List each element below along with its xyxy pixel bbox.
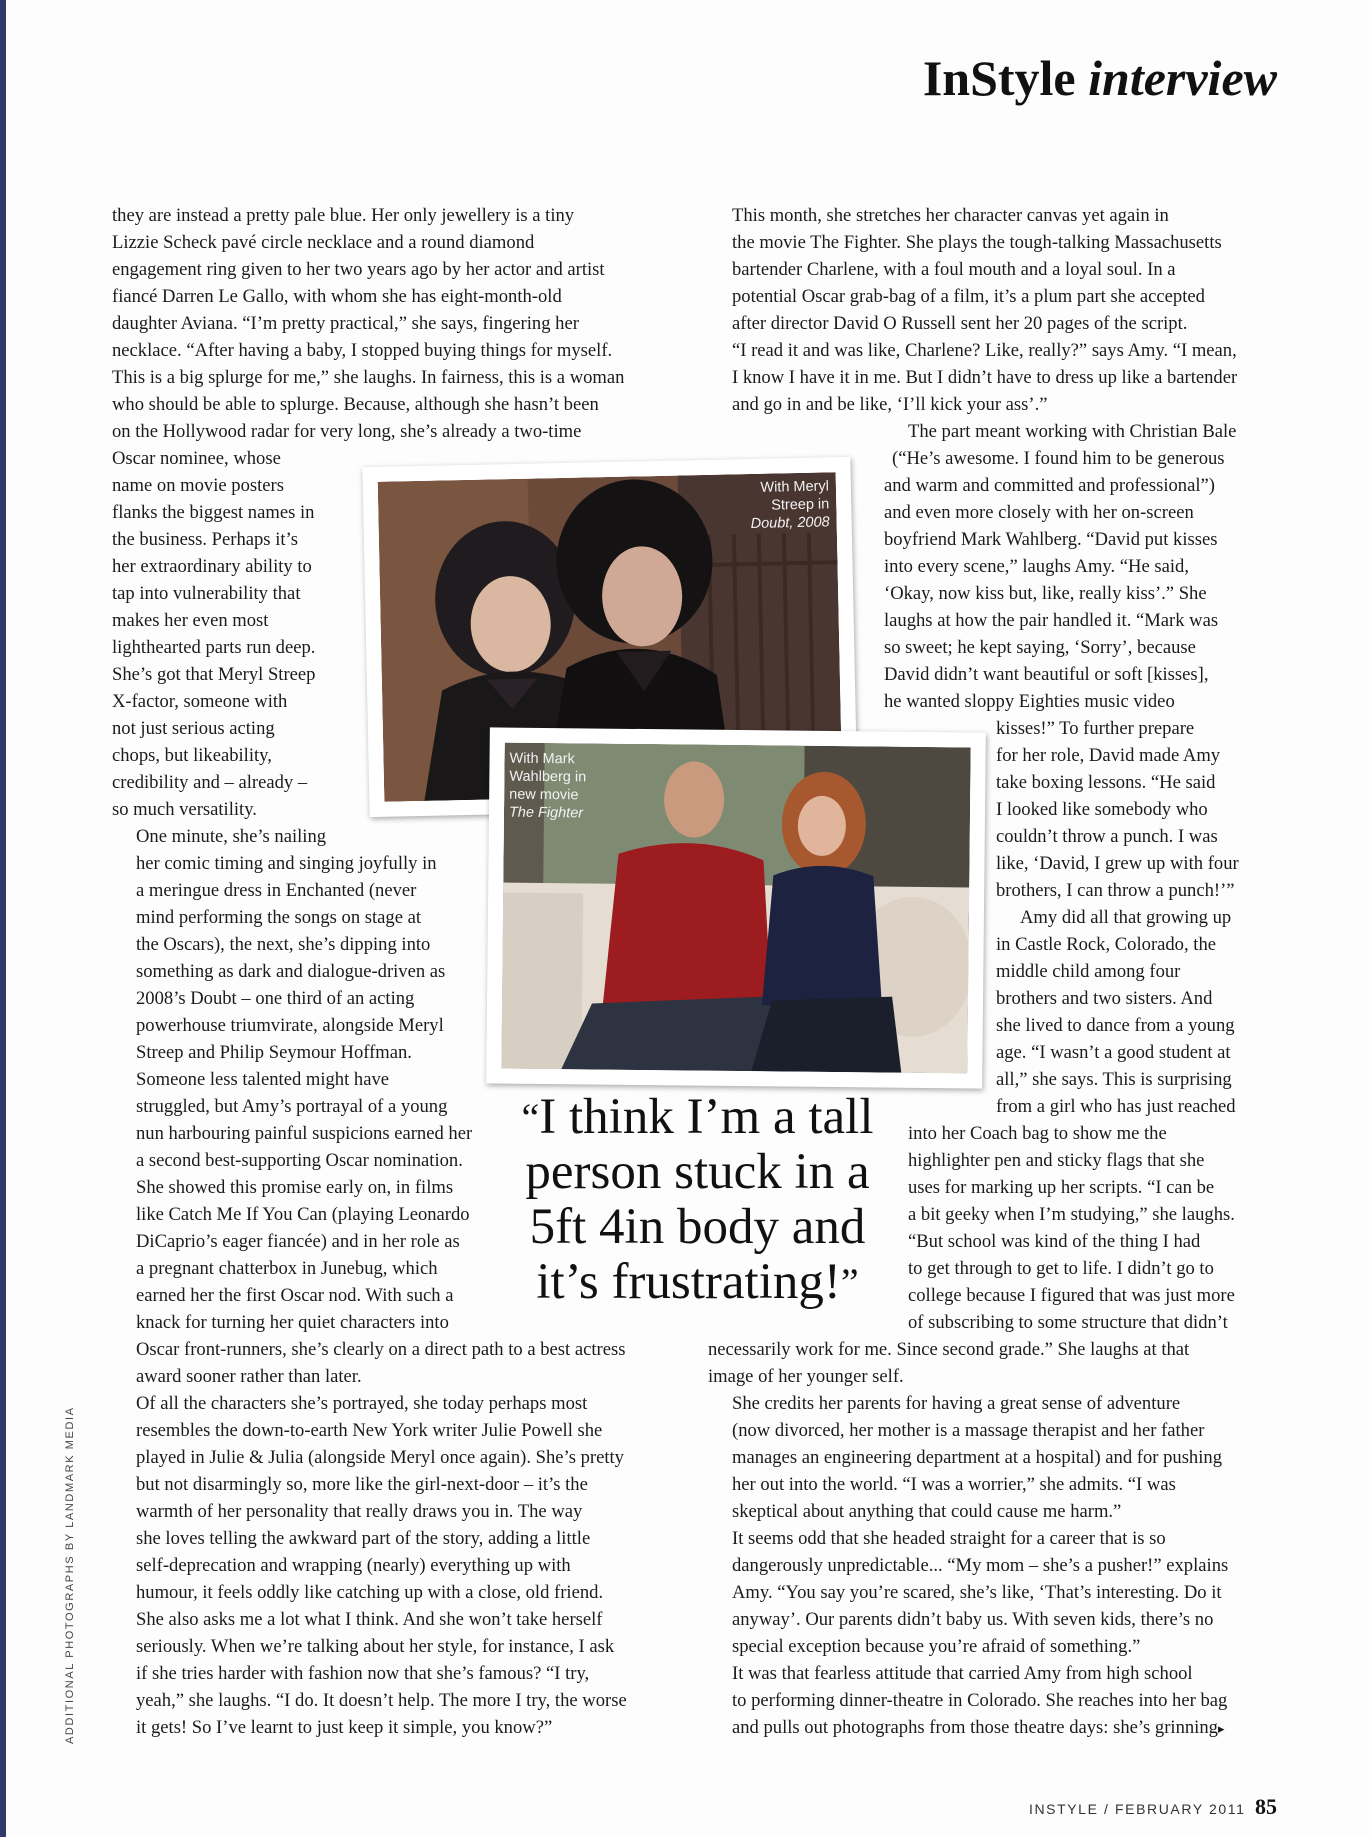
paragraph: Amy did all that growing up in Castle Rock, Colorado, the middle child among four brothers and two sisters. And she lived to dance from a young age. “I wasn’t a good student at all,” she says. This is surprising from a girl who has just reached into her Coach bag to show me the highlighter pen and sticky flags that she uses for marking up her scripts. “I can be a bit geeky when I’m studying,” she laughs. “But school was kind of the thing I had to get through to get to life. I didn’t go to college because I figured that was just more of subscribing to some structure that didn’t necessarily work for me. Since second grade.” She laughs at that image of her younger self. (708, 907, 1236, 1387)
open-quote-mark: “ (521, 1095, 540, 1140)
close-quote-mark: ” (840, 1260, 859, 1305)
continue-arrow-icon: ▸ (1217, 1721, 1225, 1736)
paragraph: they are instead a pretty pale blue. Her only jewellery is a tiny Lizzie Scheck pavé circle necklace and a round diamond engagement ring given to her two years ago by her actor and artist fiancé Darren Le Gallo, with whom she has eight-month-old daughter Aviana. “I’m pretty practical,” she says, fingering her necklace. “After having a baby, I stopped buying things for myself. This is a big splurge for me,” she laughs. In fairness, this is a woman who should be able to splurge. Because, although she hasn’t been on the Hollywood radar for very long, she’s already a two-time Oscar nominee, whose name on movie posters flanks the biggest names in the business. Perhaps it’s her extraordinary ability to tap into vulnerability that makes her even most lighthearted parts run deep. She’s got that Meryl Streep X-factor, someone with not just serious acting chops, but likeability, credibility and – already – so much versatility. (112, 205, 625, 820)
page-footer (1029, 1794, 1277, 1820)
paragraph: This month, she stretches her character canvas yet again in the movie The Fighter. She plays the tough-talking Massachusetts bartender Charlene, with a foul mouth and a loyal soul. In a potential Oscar grab-bag of a film, it’s a plum part she accepted after director David O Russell sent her 20 pages of the script. “I read it and was like, Charlene? Like, really?” says Amy. “I mean, I know I have it in me. But I didn’t have to dress up like a bartender and go in and be like, ‘I’ll kick your ass’.” (732, 205, 1238, 415)
pull-quote: “I think I’m a tall person stuck in a 5ft 4in body and it’s frustrating!” (521, 1089, 874, 1310)
photo-credit: ADDITIONAL PHOTOGRAPHS BY LANDMARK MEDIA (64, 1406, 76, 1744)
photo-caption: With Meryl Streep in Doubt, 2008 (750, 478, 830, 533)
section-masthead (923, 48, 1277, 108)
paragraph: It was that fearless attitude that carried Amy from high school to performing dinner-theatre in Colorado. She reaches into her bag and pulls out photographs from those theatre days: she’s grinning▸ (732, 1663, 1228, 1738)
masthead-section: interview (1088, 50, 1277, 106)
issue-line: INSTYLE / FEBRUARY 2011 (1028, 1801, 1246, 1817)
masthead-brand: InStyle (922, 50, 1076, 106)
paragraph: One minute, she’s nailing her comic timing and singing joyfully in a meringue dress in Enchanted (never mind performing the songs on stage at the Oscars), the next, she’s dipping into something as dark and dialogue-driven as 2008’s Doubt – one third of an acting powerhouse triumvirate, alongside Meryl Streep and Philip Seymour Hoffman. Someone less talented might have struggled, but Amy’s portrayal of a young nun harbouring painful suspicions earned her a second best-supporting Oscar nomination. (136, 826, 473, 1171)
paragraph: She credits her parents for having a great sense of adventure (now divorced, her mother is a massage therapist and her father manages an engineering department at a hospital) and for pushing her out into the world. “I was a worrier,” she admits. “I was skeptical about anything that could cause me harm.” (732, 1393, 1222, 1522)
paragraph: It seems odd that she headed straight for a career that is so dangerously unpredictable... “My mom – she’s a pusher!” explains Amy. “You say you’re scared, she’s like, ‘That’s interesting. Do it anyway’. Our parents didn’t baby us. With seven kids, there’s no special exception because you’re afraid of something.” (732, 1528, 1229, 1657)
paragraph: She showed this promise early on, in films like Catch Me If You Can (playing Leonardo DiCaprio’s eager fiancée) and in her role as a pregnant chatterbox in Junebug, which earned her the first Oscar nod. With such a knack for turning her quiet characters into Oscar front-runners, she’s clearly on a direct path to a best actress award sooner rather than later. (136, 1177, 626, 1387)
page-edge-rule (0, 0, 6, 1837)
paragraph: The part meant working with Christian Bale (“He’s awesome. I found him to be generous and warm and committed and professional”) and even more closely with her on-screen boyfriend Mark Wahlberg. “David put kisses into every scene,” laughs Amy. “He said, ‘Okay, now kiss but, like, really kiss’.” She laughs at how the pair handled it. “Mark was so sweet; he kept saying, ‘Sorry’, because David didn’t want beautiful or soft [kisses], he wanted sloppy Eighties music video kisses!” To further prepare for her role, David made Amy take boxing lessons. “He said I looked like somebody who couldn’t throw a punch. I was like, ‘David, I grew up with four brothers, I can throw a punch!’” (884, 421, 1239, 901)
page-number: 85 (1255, 1794, 1277, 1819)
photo-caption: With Mark Wahlberg in new movie The Fighter (508, 750, 587, 822)
photo-the-fighter (486, 727, 986, 1088)
paragraph: Of all the characters she’s portrayed, she today perhaps most resembles the down-to-earth New York writer Julie Powell she played in Julie & Julia (alongside Meryl once again). She’s pretty but not disarmingly so, more like the girl-next-door – it’s the warmth of her personality that really draws you in. The way she loves telling the awkward part of the story, adding a little self-deprecation and wrapping (nearly) everything up with humour, it feels oddly like catching up with a close, old friend. She also asks me a lot what I think. And she won’t take herself seriously. When we’re talking about her style, for instance, I ask if she tries harder with fashion now that she’s famous? “I try, yeah,” she laughs. “I do. It doesn’t help. The more I try, the worse it gets! So I’ve learnt to just keep it simple, you know?” (136, 1393, 627, 1738)
